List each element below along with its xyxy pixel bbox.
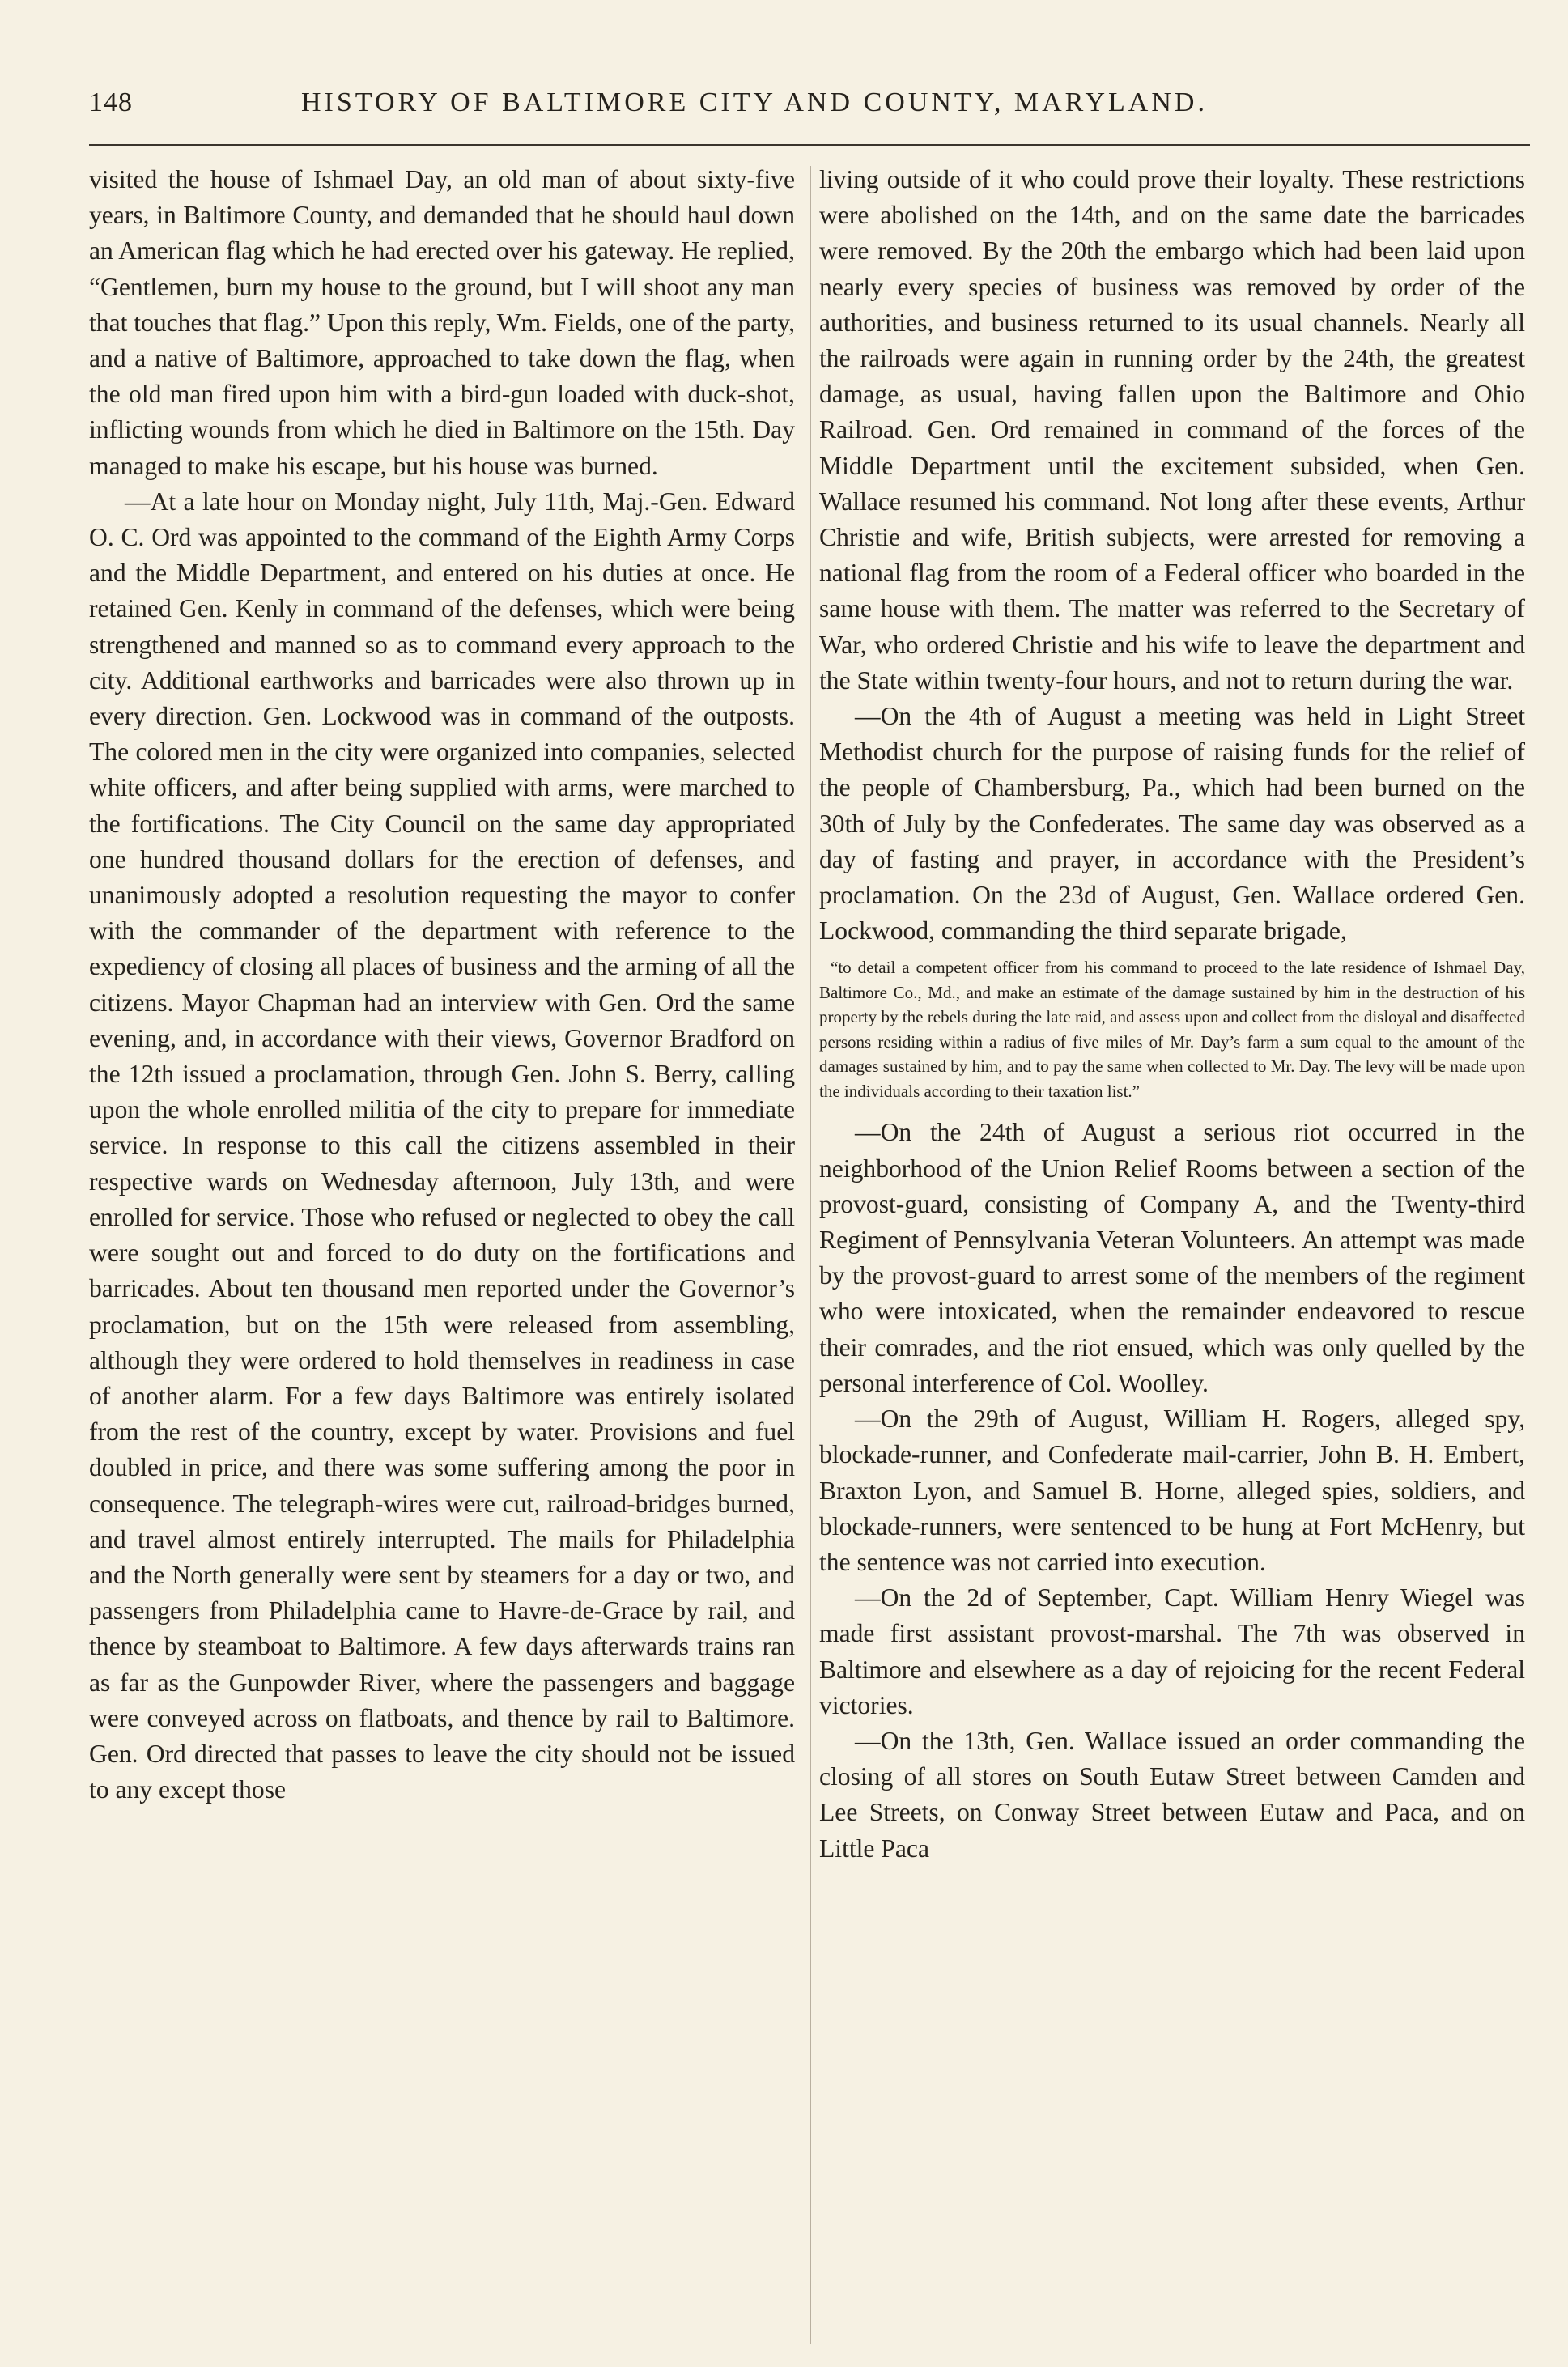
paragraph: —On the 2d of September, Capt. William Henry Wiegel was made first assistant provost-marshal. The 7th was observed in Baltimore and elsewhere as a day of rejoicing for the recent Federal victories. — [819, 1583, 1525, 1719]
paragraph: —On the 4th of August a meeting was held in Light Street Methodist church for the purpose of raising funds for the relief of the people of Chambersburg, Pa., which had been burned on the 30th of July by the Confederates. The same day was observed as a day of fasting and prayer, in accordance with the President’s proclamation. On the 23d of August, Gen. Wallace ordered Gen. Lockwood, commanding the third separate brigade, — [819, 702, 1525, 946]
paragraph: —On the 24th of August a serious riot occurred in the neighborhood of the Union Relief Rooms between a section of the provost-guard, consisting of Company A, and the Twenty-third Regiment of Pennsylvania Veteran Volunteers. An attempt was made by the provost-guard to arrest some of the members of the regiment who were intoxicated, when the remainder endeavored to rescue their comrades, and the riot ensued, which was only quelled by the personal interference of Col. Woolley. — [819, 1118, 1525, 1397]
paragraph: —At a late hour on Monday night, July 11th, Maj.-Gen. Edward O. C. Ord was appointed to the command of the Eighth Army Corps and the Middle Department, and entered on his duties at once. He retained Gen. Kenly in command of the defenses, which were being strengthened and manned so as to command every approach to the city. Additional earthworks and barricades were also thrown up in every direction. Gen. Lockwood was in command of the outposts. The colored men in the city were organized into companies, selected white officers, and after being supplied with arms, were marched to the fortifications. The City Council on the same day appropriated one hundred thousand dollars for the erection of defenses, and unanimously adopted a resolution requesting the mayor to confer with the commander of the department with reference to the expediency of closing all places of business and the arming of all the citizens. Mayor Chapman had an interview with Gen. Ord the same evening, and, in accordance with their views, Governor Bradford on the 12th issued a proclamation, through Gen. John S. Berry, calling upon the whole enrolled militia of the city to prepare for immediate service. In response to this call the citizens assembled in their respective wards on Wednesday afternoon, July 13th, and were enrolled for service. Those who refused or neglected to obey the call were sought out and forced to do duty on the fortifications and barricades. About ten thousand men reported under the Governor’s proclamation, but on the 15th were released from assembling, although they were ordered to hold themselves in readiness in case of another alarm. For a few days Baltimore was entirely isolated from the rest of the country, except by water. Provisions and fuel doubled in price, and there was some suffering among the poor in consequence. The telegraph-wires were cut, railroad-bridges burned, and travel almost entirely interrupted. The mails for Philadelphia and the North generally were sent by steamers for a day or two, and passengers from Philadelphia came to Havre-de-Grace by rail, and thence by steamboat to Baltimore. A few days afterwards trains ran as far as the Gunpowder River, where the passengers and baggage were conveyed across on flatboats, and thence by rail to Baltimore. Gen. Ord directed that passes to leave the city should not be issued to any except those — [89, 487, 795, 1804]
column-divider — [810, 166, 811, 2344]
paragraph: visited the house of Ishmael Day, an old man of about sixty-five years, in Baltimore County, and demanded that he should haul down an American flag which he had erected over his gateway. He replied, “Gentlemen, burn my house to the ground, but I will shoot any man that touches that flag.” Upon this reply, Wm. Fields, one of the party, and a native of Baltimore, approached to take down the flag, when the old man fired upon him with a bird-gun loaded with duck-shot, inflicting wounds from which he died in Baltimore on the 15th. Day managed to make his escape, but his house was burned. — [89, 165, 795, 480]
paragraph: —On the 13th, Gen. Wallace issued an order commanding the closing of all stores on South Eutaw Street between Camden and Lee Streets, on Conway Street between Eutaw and Paca, and on Little Paca — [819, 1726, 1525, 1863]
header-rule — [89, 144, 1530, 146]
page-number: 148 — [89, 87, 133, 117]
left-column — [89, 162, 795, 1808]
paragraph: living outside of it who could prove their loyalty. These restrictions were abolished on the 14th, and on the same date the barricades were removed. By the 20th the embargo which had been laid upon nearly every species of business was removed by order of the authorities, and business returned to its usual channels. Nearly all the railroads were again in running order by the 24th, the greatest damage, as usual, having fallen upon the Baltimore and Ohio Railroad. Gen. Ord remained in command of the forces of the Middle Department until the excitement subsided, when Gen. Wallace resumed his command. Not long after these events, Arthur Christie and wife, British subjects, were arrested for removing a national flag from the room of a Federal officer who boarded in the same house with them. The matter was referred to the Secretary of War, who ordered Christie and his wife to leave the department and the State within twenty-four hours, and not to return during the war. — [819, 165, 1525, 695]
page-header — [89, 81, 1532, 130]
paragraph: —On the 29th of August, William H. Rogers, alleged spy, blockade-runner, and Confederate mail-carrier, John B. H. Embert, Braxton Lyon, and Samuel B. Horne, alleged spies, soldiers, and blockade-runners, were sentenced to be hung at Fort McHenry, but the sentence was not carried into execution. — [819, 1404, 1525, 1576]
running-head: HISTORY OF BALTIMORE CITY AND COUNTY, MARYLAND. — [301, 87, 1208, 117]
right-column — [819, 162, 1525, 1867]
block-quote: “to detail a competent officer from his command to proceed to the late residence of Ishmael Day, Baltimore Co., Md., and make an estimate of the damage sustained by him in the destruction of his property by the rebels during the late raid, and assess upon and collect from the disloyal and disaffected persons residing within a radius of five miles of Mr. Day’s farm a sum equal to the amount of the damages sustained by him, and to pay the same when collected to Mr. Day. The levy will be made upon the individuals according to their taxation list.” — [819, 958, 1525, 1101]
